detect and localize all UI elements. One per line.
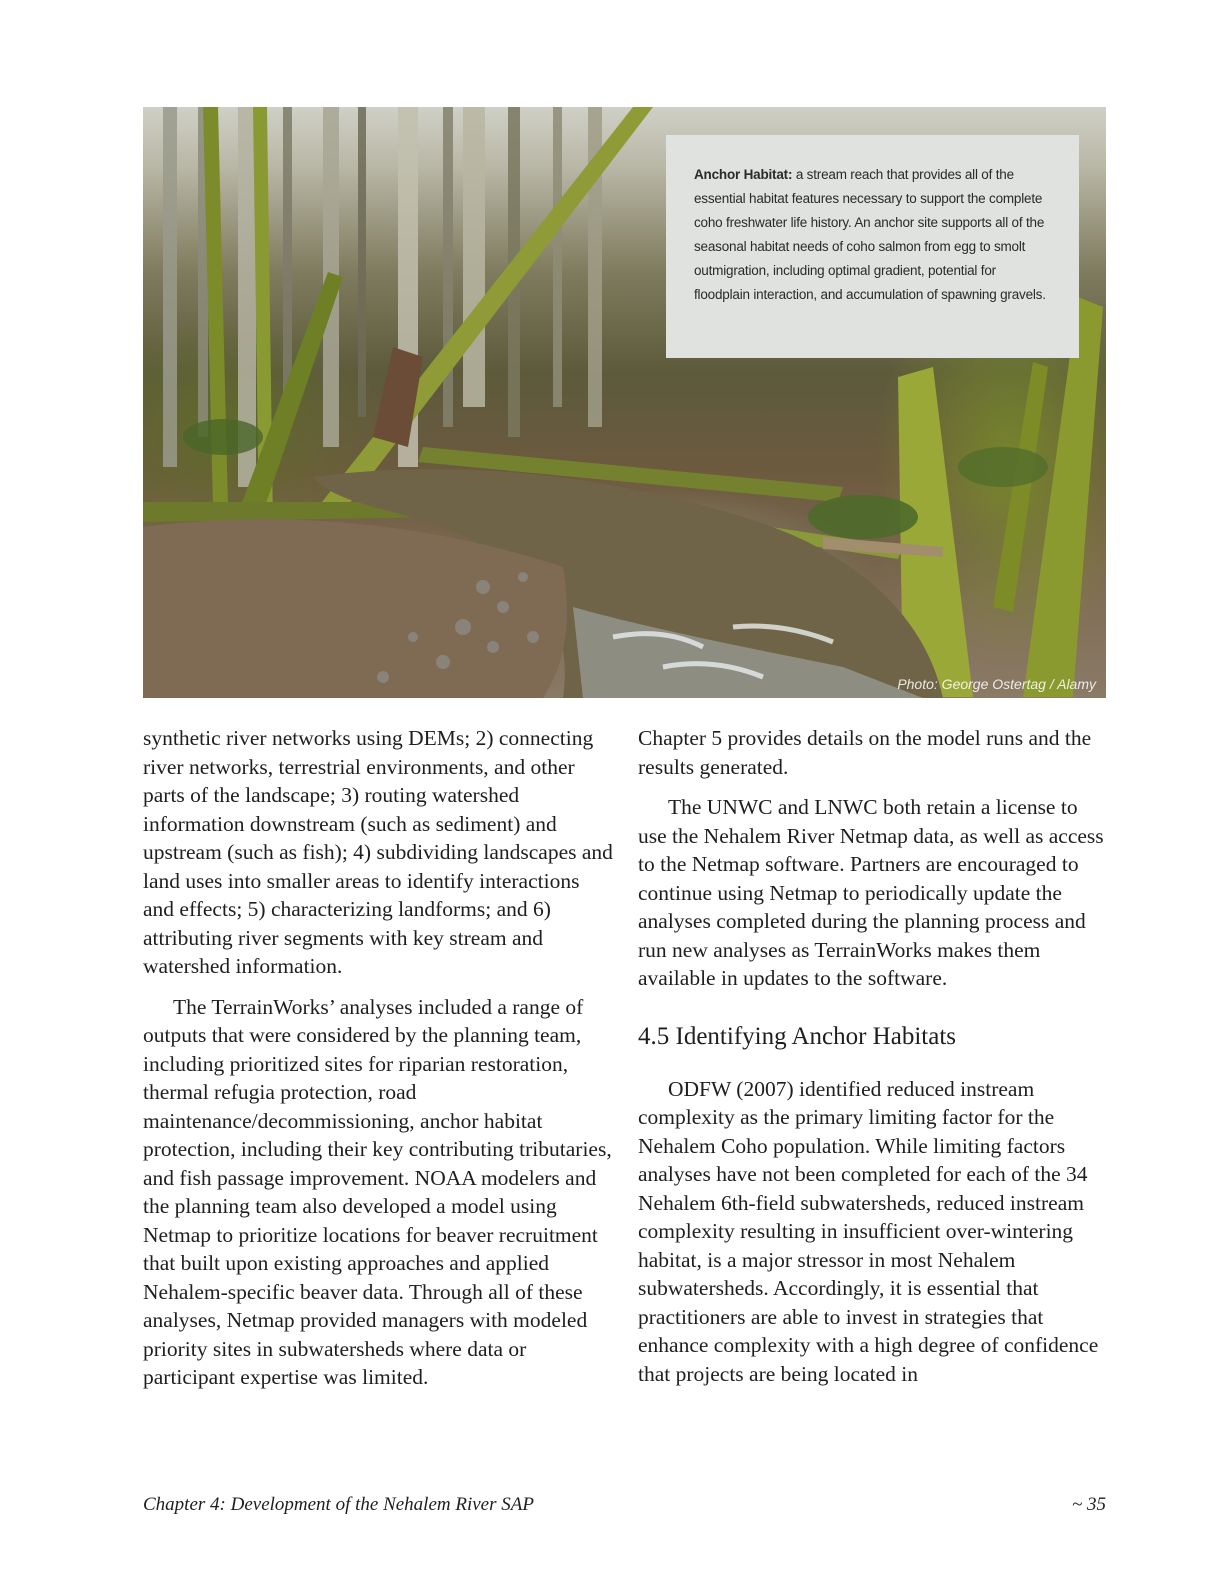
left-paragraph-1: synthetic river networks using DEMs; 2) connecting river networks, terrestrial environments, and other parts of the landscape; 3) routing watershed information downstream (such as sediment) and upstream (such as fish); 4) subdividing landscapes and land uses into smaller areas to identify interactions and effects; 5) characterizing landforms; and 6) attributing river segments with key stream and watershed information. xyxy=(143,726,613,978)
left-column xyxy=(143,724,613,1392)
right-paragraph-2: The UNWC and LNWC both retain a license to use the Nehalem River Netmap data, as well as access to the Netmap software. Partners are encouraged to continue using Netmap to periodically update the analyses completed during the planning process and run new analyses as TerrainWorks makes them available in updates to the software. xyxy=(638,795,1104,990)
right-paragraph-3: ODFW (2007) identified reduced instream complexity as the primary limiting factor for the Nehalem Coho population. While limiting factors analyses have not been completed for each of the 34 Nehalem 6th-field subwatersheds, reduced instream complexity resulting in insufficient over-wintering habitat, is a major stressor in most Nehalem subwatersheds. Accordingly, it is essential that practitioners are able to invest in strategies that enhance complexity with a high degree of confidence that projects are being located in xyxy=(638,1076,1099,1386)
callout-definition: a stream reach that provides all of the essential habitat features necessary to support the complete coho freshwater life history. An anchor site supports all of the seasonal habitat needs of coho salmon from egg to smolt outmigration, including optimal gradient, potential for floodplain interaction, and accumulation of spawning gravels. xyxy=(694,167,1046,302)
forest-stream-photo xyxy=(143,107,1106,698)
section-heading: 4.5 Identifying Anchor Habitats xyxy=(638,1022,956,1050)
footer-chapter-title: Chapter 4: Development of the Nehalem River SAP xyxy=(143,1494,534,1515)
photo-credit: Photo: George Ostertag / Alamy xyxy=(897,676,1096,692)
right-paragraph-1: Chapter 5 provides details on the model runs and the results generated. xyxy=(638,726,1092,779)
anchor-habitat-callout xyxy=(666,135,1079,358)
callout-term: Anchor Habitat: xyxy=(694,167,793,182)
right-column xyxy=(638,724,1108,1388)
footer-page-number: ~ 35 xyxy=(1071,1494,1106,1515)
left-paragraph-2: The TerrainWorks’ analyses included a range of outputs that were considered by the planning team, including prioritized sites for riparian restoration, thermal refugia protection, road maintenance/decommissioning, anchor habitat protection, including their key contributing tributaries, and fish passage improvement. NOAA modelers and the planning team also developed a model using Netmap to prioritize locations for beaver recruitment that built upon existing approaches and applied Nehalem-specific beaver data. Through all of these analyses, Netmap provided managers with modeled priority sites in subwatersheds where data or participant expertise was limited. xyxy=(143,994,612,1389)
